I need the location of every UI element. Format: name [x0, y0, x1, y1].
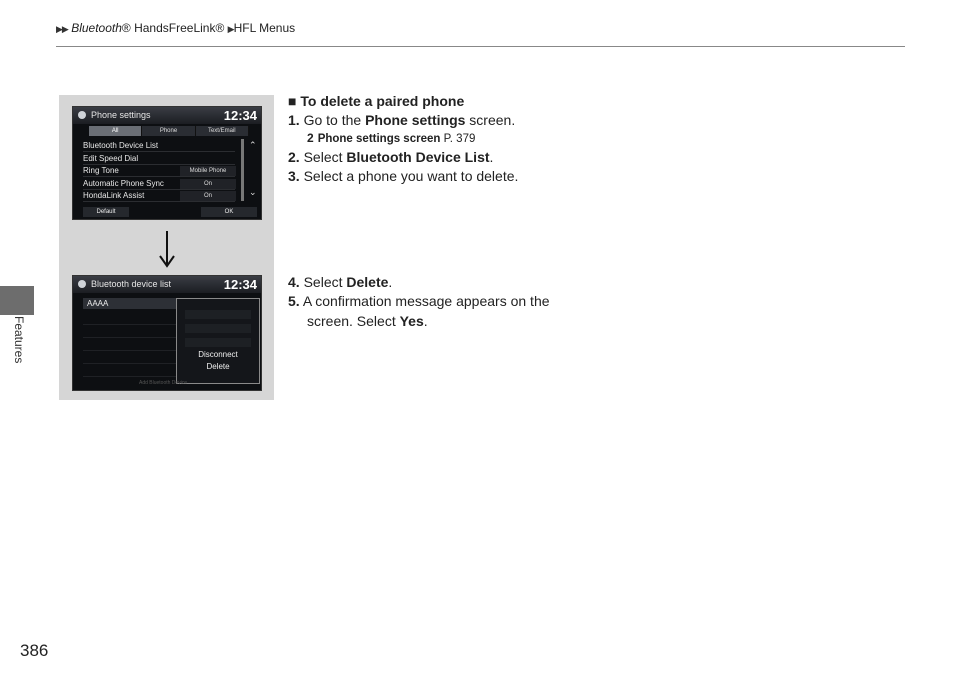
list-item: [83, 340, 179, 351]
step-text: A confirmation message appears on the: [302, 293, 550, 309]
list-item: [83, 366, 179, 377]
connect-option: [185, 310, 251, 319]
step-5: [288, 293, 550, 309]
list-item: [83, 327, 179, 338]
section-tab: [0, 286, 34, 315]
step-text: screen. Select: [307, 313, 400, 329]
hondalink-value: On: [180, 191, 236, 201]
clock: 12:34: [223, 108, 257, 123]
breadcrumb-arrow-icon: ▶: [227, 24, 234, 34]
scroll-down-icon[interactable]: ⌄: [249, 187, 257, 197]
step-emphasis: Bluetooth Device List: [346, 149, 490, 165]
step-emphasis: Yes: [399, 313, 424, 329]
cross-reference-link[interactable]: [307, 131, 475, 145]
section-label: Features: [12, 316, 26, 364]
down-arrow-icon: [157, 229, 177, 269]
step-text: Select a phone you want to delete.: [303, 168, 519, 184]
disconnect-option[interactable]: Disconnect: [198, 350, 238, 359]
connect-option: [185, 338, 251, 347]
bluetooth-device-list-screen: [72, 275, 262, 391]
step-text: Go to the: [303, 112, 366, 128]
screen-title: Bluetooth device list: [91, 279, 172, 289]
menu-item-bluetooth-device-list[interactable]: Bluetooth Device List: [83, 140, 235, 152]
step-5-continued: [307, 313, 428, 329]
ring-tone-value: Mobile Phone: [180, 166, 236, 176]
menu-item-automatic-phone-sync[interactable]: Automatic Phone Sync: [83, 178, 235, 190]
breadcrumb-item-hfl-menus: HFL Menus: [233, 21, 296, 35]
menu-item-hondalink-assist[interactable]: HondaLink Assist: [83, 190, 235, 202]
heading-text: To delete a paired phone: [300, 93, 465, 109]
device-item[interactable]: AAAA: [83, 298, 179, 309]
step-number: 2.: [288, 149, 300, 165]
breadcrumb-item-bluetooth-suffix: ® HandsFreeLink®: [121, 21, 225, 35]
section-heading: [288, 93, 464, 109]
home-icon: [78, 280, 86, 288]
breadcrumb: [56, 21, 295, 35]
add-bluetooth-device: Add Bluetooth Device: [139, 380, 188, 386]
delete-option[interactable]: Delete: [206, 362, 230, 371]
step-4: [288, 274, 392, 290]
header-rule: [56, 46, 905, 47]
reference-page: P. 379: [440, 133, 476, 145]
step-1: [288, 112, 515, 128]
clock: 12:34: [223, 277, 257, 292]
tab-all[interactable]: All: [89, 126, 142, 136]
step-text: Select: [303, 274, 347, 290]
tab-text-email[interactable]: Text/Email: [196, 126, 249, 136]
scroll-up-icon[interactable]: ⌃: [249, 140, 257, 150]
step-text: Select: [303, 149, 347, 165]
default-button[interactable]: Default: [83, 207, 129, 217]
breadcrumb-item-bluetooth: Bluetooth: [71, 21, 122, 35]
connect-option: [185, 324, 251, 333]
step-number: 4.: [288, 274, 300, 290]
reference-arrow-icon: 2: [307, 131, 314, 145]
auto-sync-value: On: [180, 179, 236, 189]
screen-title-bar: [73, 107, 261, 124]
step-number: 1.: [288, 112, 300, 128]
step-number: 3.: [288, 168, 300, 184]
step-text: .: [489, 149, 494, 165]
breadcrumb-arrow-icon: ▶▶: [56, 24, 68, 34]
heading-bullet-icon: ■: [288, 93, 297, 109]
list-item: [83, 353, 179, 364]
phone-settings-screen: [72, 106, 262, 220]
step-2: [288, 149, 493, 165]
home-icon: [78, 111, 86, 119]
ok-button[interactable]: OK: [201, 207, 257, 217]
tab-phone[interactable]: Phone: [142, 126, 195, 136]
page-number: 386: [20, 641, 49, 660]
device-options-popup: [176, 298, 260, 384]
reference-title: Phone settings screen: [317, 133, 441, 145]
step-emphasis: Phone settings: [365, 112, 466, 128]
step-emphasis: Delete: [346, 274, 389, 290]
list-item: [83, 314, 179, 325]
screen-title-bar: [73, 276, 261, 293]
step-text: .: [423, 313, 428, 329]
screen-title: Phone settings: [91, 110, 151, 120]
step-text: screen.: [465, 112, 516, 128]
menu-item-ring-tone[interactable]: Ring Tone: [83, 165, 235, 177]
menu-item-edit-speed-dial[interactable]: Edit Speed Dial: [83, 153, 235, 165]
scrollbar[interactable]: [241, 139, 244, 201]
step-number: 5.: [288, 293, 300, 309]
step-text: .: [388, 274, 393, 290]
step-3: [288, 168, 518, 184]
tab-bar: [89, 126, 249, 136]
